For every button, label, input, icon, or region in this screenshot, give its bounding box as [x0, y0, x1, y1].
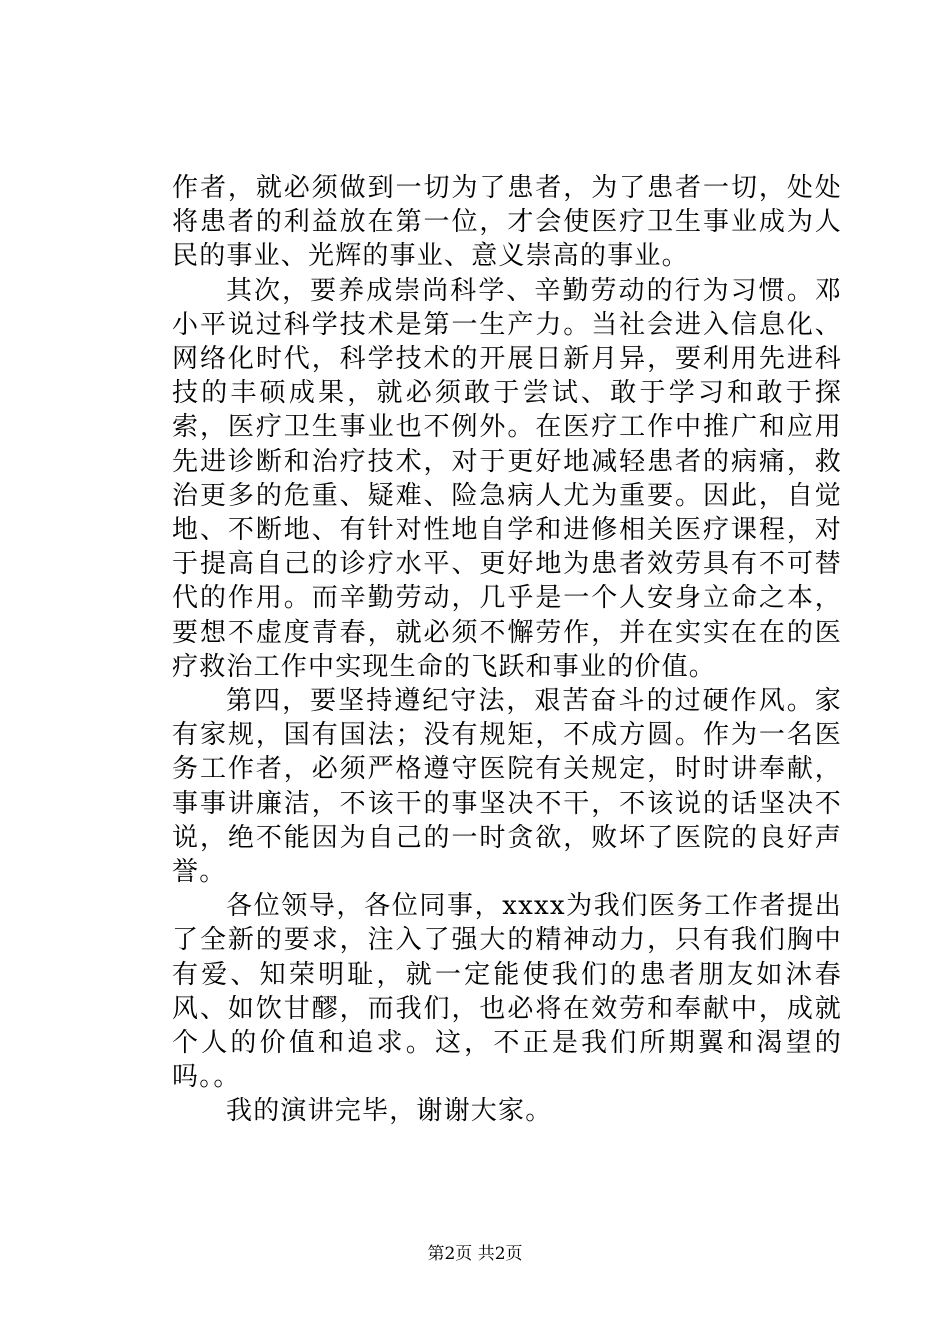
document-body	[172, 171, 842, 1129]
paragraph-address: 各位领导，各位同事，xxxx为我们医务工作者提出了全新的要求，注入了强大的精神动力，只有我们胸中有爱、知荣明耻，就一定能使我们的患者朋友如沐春风、如饮甘醪，而我们，也必将在效劳和奉献中，成就个人的价值和追求。这，不正是我们所期翼和渴望的吗。。	[172, 891, 842, 1093]
page-number-footer: 第2页 共2页	[427, 1244, 523, 1264]
paragraph-continued: 作者，就必须做到一切为了患者，为了患者一切，处处将患者的利益放在第一位，才会使医疗卫生事业成为人民的事业、光辉的事业、意义崇高的事业。	[172, 173, 842, 272]
paragraph-science-labor: 其次，要养成崇尚科学、辛勤劳动的行为习惯。邓小平说过科学技术是第一生产力。当社会进入信息化、网络化时代，科学技术的开展日新月异，要利用先进科技的丰硕成果，就必须敢于尝试、敢于学习和敢于探索，医疗卫生事业也不例外。在医疗工作中推广和应用先进诊断和治疗技术，对于更好地减轻患者的病痛，救治更多的危重、疑难、险急病人尤为重要。因此，自觉地、不断地、有针对性地自学和进修相关医疗课程，对于提高自己的诊疗水平、更好地为患者效劳具有不可替代的作用。而辛勤劳动，几乎是一个人安身立命之本，要想不虚度青春，就必须不懈劳作，并在实实在在的医疗救治工作中实现生命的飞跃和事业的价值。	[172, 275, 842, 682]
paragraph-closing: 我的演讲完毕，谢谢大家。	[226, 1096, 553, 1127]
paragraph-discipline: 第四，要坚持遵纪守法，艰苦奋斗的过硬作风。家有家规，国有国法；没有规矩，不成方圆。作为一名医务工作者，必须严格遵守医院有关规定，时时讲奉献，事事讲廉洁，不该干的事坚决不干，不该说的话坚决不说，绝不能因为自己的一时贪欲，败坏了医院的良好声誉。	[172, 686, 842, 888]
